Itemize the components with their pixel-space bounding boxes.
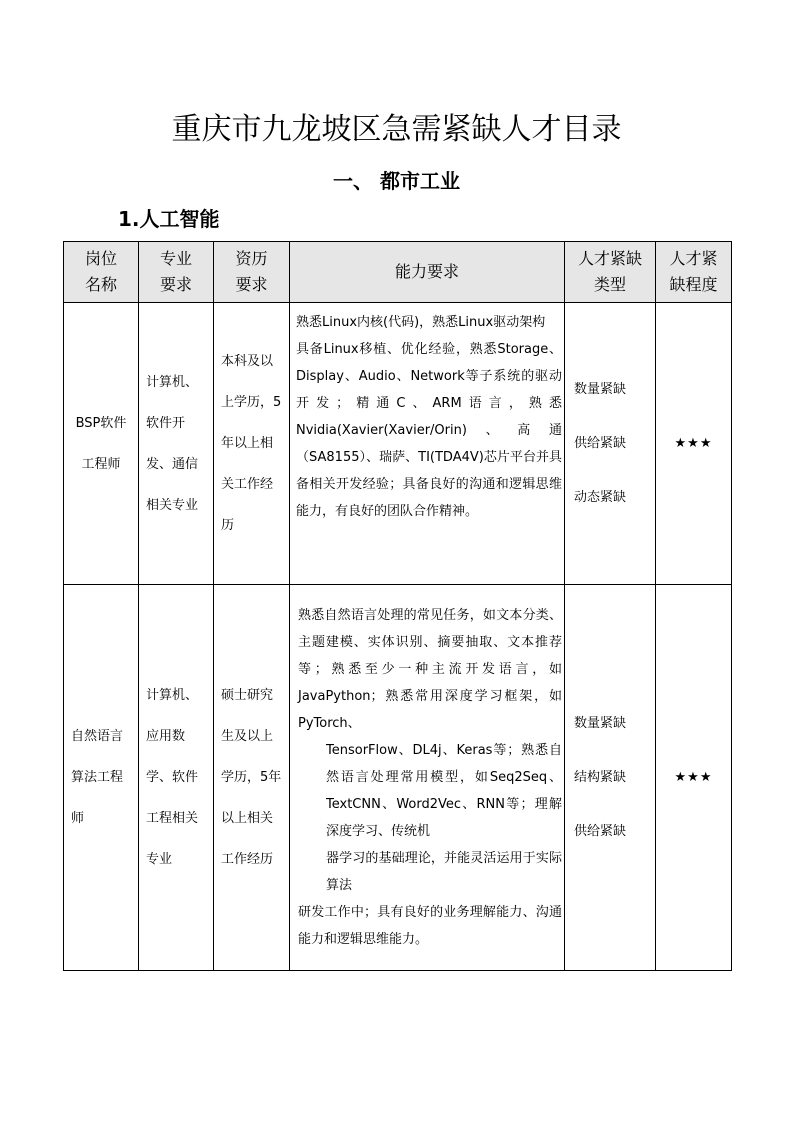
position-text: BSP软件工程师 — [75, 415, 127, 472]
header-position: 岗位名称 — [64, 242, 139, 303]
cell-major — [139, 303, 214, 585]
shortage-type-item: 动态紧缺 — [574, 489, 627, 505]
header-shortage-degree: 人才紧缺程度 — [656, 242, 732, 303]
ability-paragraph: 具备Linux移植、优化经验，熟悉Storage、Display、Audio、Network等子系统的驱动开发；精通C、ARM语言，熟悉Nvidia(Xavier(Xavier/Orin)、高通（SA8155）、瑞萨、TI(TDA4V)芯片平台并具备相关开发经验；具备良好的沟通和逻辑思维能力，有良好的团队合作精神。 — [296, 342, 562, 519]
ability-paragraph: TensorFlow、DL4j、Keras等；熟悉自然语言处理常用模型，如Seq2Seq、TextCNN、Word2Vec、RNN等；理解深度学习、传统机 — [326, 743, 562, 839]
shortage-type-item: 供给紧缺 — [574, 823, 627, 839]
table-header-row — [64, 242, 732, 303]
shortage-type-list — [565, 363, 655, 525]
talent-table — [63, 241, 732, 971]
table-row — [64, 585, 732, 971]
ability-text — [290, 303, 564, 525]
cell-shortage-type — [565, 585, 656, 971]
shortage-type-list — [565, 697, 655, 859]
section-title: 一、 都市工业 — [333, 169, 460, 193]
header-shortage-type: 人才紧缺类型 — [565, 242, 656, 303]
cell-major — [139, 585, 214, 971]
position-text: 自然语言算法工程师 — [71, 729, 124, 826]
shortage-type-item: 供给紧缺 — [574, 435, 627, 451]
ability-paragraph: 研发工作中；具有良好的业务理解能力、沟通能力和逻辑思维能力。 — [298, 905, 562, 947]
header-experience: 资历要求 — [214, 242, 290, 303]
ability-paragraph: 熟悉自然语言处理的常见任务，如文本分类、主题建模、实体识别、摘要抽取、文本推荐等；熟悉至少一种主流开发语言，如JavaPython；熟悉常用深度学习框架，如PyTorch、 — [298, 608, 562, 731]
cell-position — [64, 585, 139, 971]
cell-ability — [290, 303, 565, 585]
shortage-type-item: 数量紧缺 — [574, 381, 627, 397]
header-ability: 能力要求 — [290, 242, 565, 303]
shortage-type-item: 结构紧缺 — [574, 769, 627, 785]
cell-experience — [214, 303, 290, 585]
experience-text: 硕士研究生及以上学历，5年以上相关工作经历 — [221, 688, 282, 867]
cell-shortage-type — [565, 303, 656, 585]
major-text: 计算机、应用数学、软件工程相关专业 — [146, 688, 199, 867]
cell-shortage-degree — [656, 303, 732, 585]
ability-text — [290, 602, 564, 953]
cell-ability — [290, 585, 565, 971]
shortage-type-item: 数量紧缺 — [574, 715, 627, 731]
cell-shortage-degree — [656, 585, 732, 971]
experience-text: 本科及以上学历，5年以上相关工作经历 — [221, 354, 282, 533]
shortage-degree-stars: ★★★ — [674, 436, 713, 451]
subsection-title: 1.人工智能 — [118, 207, 220, 231]
major-text: 计算机、软件开发、通信相关专业 — [146, 374, 199, 513]
ability-paragraph: 器学习的基础理论，并能灵活运用于实际算法 — [326, 851, 562, 893]
shortage-degree-stars: ★★★ — [674, 770, 713, 785]
ability-paragraph: 熟悉Linux内核(代码)，熟悉Linux驱动架构 — [296, 315, 546, 330]
table-row — [64, 303, 732, 585]
cell-experience — [214, 585, 290, 971]
cell-position — [64, 303, 139, 585]
header-major: 专业要求 — [139, 242, 214, 303]
document-title: 重庆市九龙坡区急需紧缺人才目录 — [171, 112, 622, 147]
